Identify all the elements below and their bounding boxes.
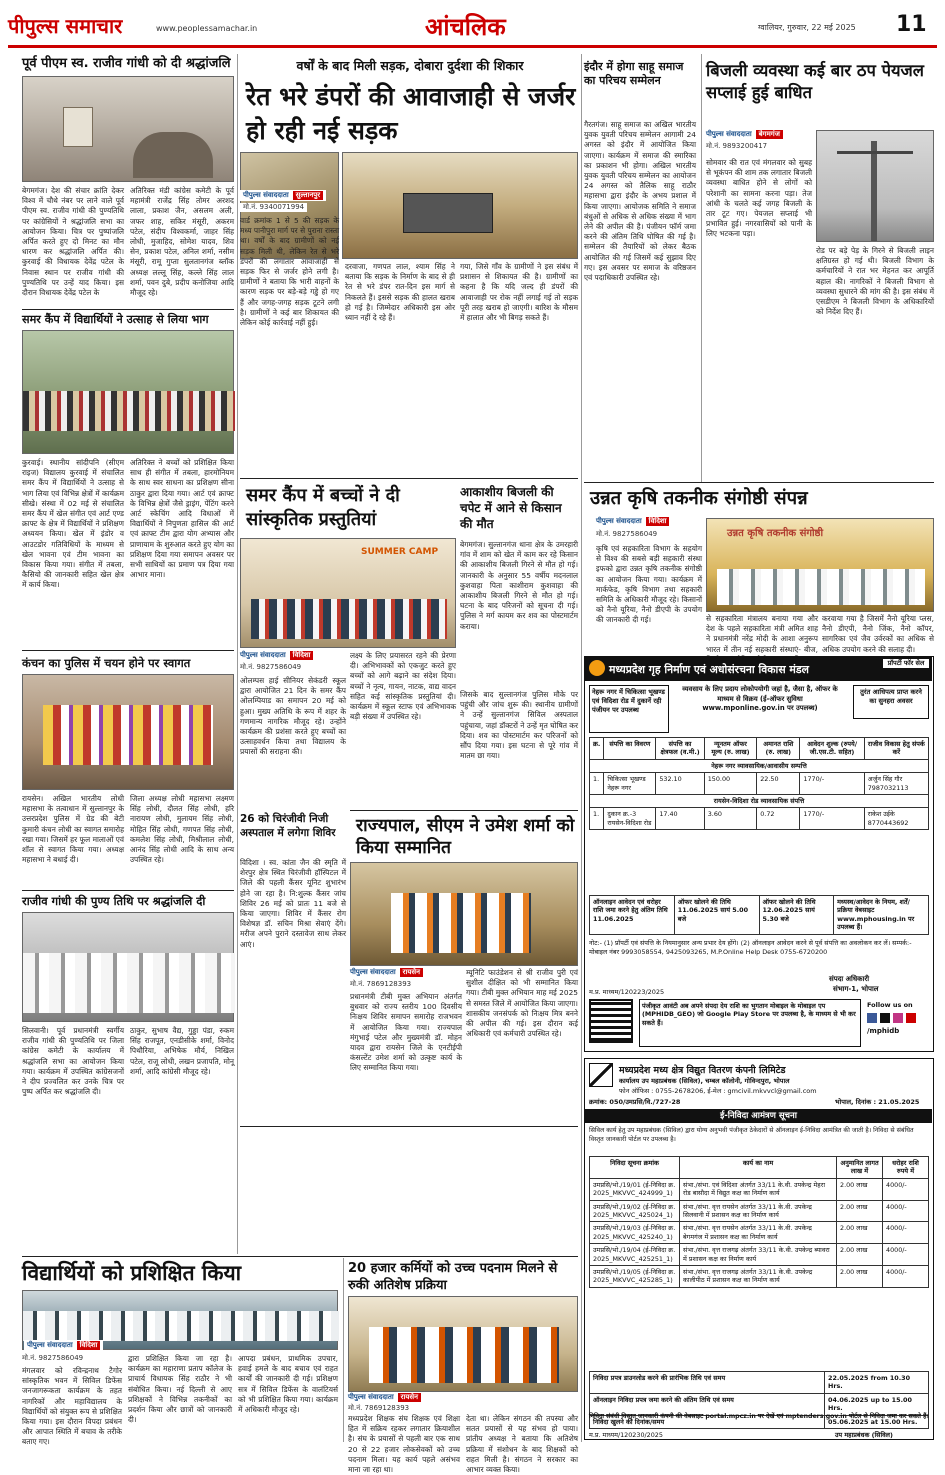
ad-housing-dates: [589, 895, 929, 935]
table-cell: अर्जुन सिंह गौर 7987032113: [864, 773, 928, 795]
table-section-row: [590, 795, 929, 808]
a5-mobile: मो.नं. 9340071994: [240, 203, 307, 212]
table-cell: 2.00 लाख: [837, 1244, 883, 1266]
table-cell: 22.50: [757, 773, 800, 795]
a3-body-col2: जिला अध्यक्ष लोधी महासभा लक्ष्मण सिंह लोधी, दौलत सिंह लोधी, हरि नारायण लोधी, मुलायम सिंह लोधी, मोहित सिंह लोधी, गणपत सिंह लोधी, कमलेश सिंह लोधी, मिश्रीलाल लोधी, आनंद सिंह लोधी आदि के साथ अन्य उपस्थित रहे।: [130, 794, 234, 865]
a4-photo: [22, 912, 234, 1022]
ad-housing-logo-icon: [589, 660, 605, 676]
table-header: राजीव विकास हेतु संपर्क करें: [864, 738, 928, 760]
a14-body: मध्यप्रदेश शिक्षक संघ शिक्षक एवं शिक्षा हित में सक्रिय रहकर लगातार क्रियाशील है। संघ के प्रयासों से पहली बार एक साथ 20 से 22 हजार लोकसेवकों को उच्च पदनाम मिला। यह कार्य पहले असंभव माना जा रहा था।: [348, 1414, 460, 1475]
divider: [22, 890, 234, 891]
divider: [240, 1126, 578, 1127]
table-cell: राकेश उईके 8770443692: [864, 808, 928, 830]
a6-body: ओलम्पस हाई सीनियर सेकंडरी स्कूल द्वारा आयोजित 21 दिन के समर कैंप ओलम्पियाड का समापन 20 मई को हुआ। मुख्य अतिथि के रूप में शहर के गणमान्य नागरिक मौजूद रहे। उन्होंने कार्यक्रम की प्रशंसा करते हुए बच्चों का उत्साहवर्धन किया तथा विद्यालय के प्रयासों की सराहना की।: [240, 676, 346, 757]
a3-photo: [22, 674, 234, 790]
table-cell: 1.: [590, 808, 604, 830]
table-cell: उमप्रसि/भो./19/01 (ई-निविदा क्र. 2025_MKVVC_424999_1): [590, 1178, 680, 1200]
a13-body-col3: आपदा प्रबंधन, प्राथमिक उपचार, हवाई हमले के बाद बचाव एवं राहत कार्यों की जानकारी दी गई। प्रशिक्षण सत्र में सिविल डिफेंस के वालंटियर्स को भी प्रशिक्षित किया गया। कार्यक्रम में अधिकारी मौजूद रहे।: [238, 1354, 338, 1415]
divider: [22, 650, 234, 651]
schedule-label: निविदा खुलने की दिनांक/समय: [590, 1415, 825, 1428]
a12-byline: [350, 968, 423, 977]
a13-mobile: मो.नं. 9827586049: [22, 1354, 84, 1362]
table-header: अमानत राशि (रु. लाख): [757, 738, 800, 760]
date-cell: ऑफर खोलने की तिथि 12.06.2025 सायं 5.30 बजे: [759, 896, 834, 935]
a5-headline: रेत भरे डंपरों की आवाजाही से जर्जर हो रही नई सड़क: [246, 82, 576, 145]
masthead-url[interactable]: www.peoplessamachar.in: [156, 24, 258, 33]
byline-place: रायसेन: [398, 1393, 421, 1402]
a5-byline: [240, 190, 326, 201]
byline-place: रायसेन: [400, 968, 423, 977]
a5-photo-2: [342, 152, 578, 259]
table-cell: उमप्रसि/भो./19/05 (ई-निविदा क्र. 2025_MKVVC_425285_1): [590, 1266, 680, 1288]
table-row: [590, 1200, 929, 1222]
a9-body-col2: जिसके बाद सुल्तानगंज पुलिस मौके पर पहुंची और जांच शुरू की। स्थानीय ग्रामीणों ने उन्हें सुल्तानगंज सिविल अस्पताल पहुंचाया, जहां डॉक्टरों ने उन्हें मृत घोषित कर दिया। शव का पोस्टमार्टम कर परिजनों को सौंप दिया गया। इस घटना से पूरे गांव में मातम छा गया।: [460, 690, 578, 761]
page-number: 11: [896, 12, 927, 37]
a14-body-col2: देता था। लेकिन संगठन की तपस्या और सतत प्रयासों से यह संभव हो पाया। प्रांतीय अध्यक्ष ने बताया कि अतिशेष प्रक्रिया में संशोधन के बाद शिक्षकों को राहत मिली है। संगठन ने सरकार का आभार व्यक्त किया।: [466, 1414, 578, 1475]
byline-place: सुल्तानपुर: [293, 191, 323, 200]
a1-body: बेगमगंज। देश की संचार क्रांति देकर विश्व में चौथे नंबर पर लाने वाले पूर्व पीएम स्व. राजीव गांधी की पुण्यतिथि पर कांग्रेसियों ने श्रद्धांजलि सभा का आयोजन किया। चित्र पर पुष्पांजलि अर्पित करते हुए दो मिनट का मौन धारण कर श्रद्धांजलि अर्पित की। कुरवाई की विधायक देवेंद्र पटेल के निवास स्थान पर राजीव गांधी की पुण्यतिथि पर उन्हें याद किया। इस दौरान विधायक देवेंद्र पटेल के: [22, 186, 124, 298]
table-row: [590, 1244, 929, 1266]
a6-body-col2: लक्ष्य के लिए प्रयासरत रहने की प्रेरणा दी। अभिभावकों को एकजुट करते हुए बच्चों को आगे बढ़ाने का संदेश दिया। बच्चों ने नृत्य, गायन, नाटक, वाद्य वादन सहित कई सांस्कृतिक प्रस्तुतियां दी। कार्यक्रम में स्कूल स्टाफ एवं अभिभावक बड़ी संख्या में उपस्थित रहे।: [350, 651, 456, 722]
divider: [22, 309, 234, 310]
table-row: [590, 773, 929, 795]
byline-label: पीपुल्स संवाददाता: [596, 517, 642, 525]
table-cell: उमप्रसि/भो./19/02 (ई-निविदा क्र. 2025_MKVVC_425024_1): [590, 1200, 680, 1222]
byline-label: पीपुल्स संवाददाता: [706, 130, 752, 138]
a14-photo: [348, 1296, 578, 1392]
table-row: [590, 808, 929, 830]
table-header: न्यूनतम ऑफर मूल्य (रु. लाख): [704, 738, 756, 760]
table-cell: 17.40: [656, 808, 704, 830]
schedule-value: 05.06.2025 at 15.00 Hrs.: [825, 1415, 929, 1428]
table-cell: 532.10: [656, 773, 704, 795]
a4-headline: राजीव गांधी की पुण्य तिथि पर श्रद्धांजलि दी: [22, 894, 206, 908]
table-cell: 4000/-: [883, 1244, 929, 1266]
table-cell: 3.60: [704, 808, 756, 830]
table-header: संपत्ति का क्षेत्रफल (व.मी.): [656, 738, 704, 760]
byline-label: पीपुल्स संवाददाता: [350, 968, 396, 976]
a4-body: सिलवानी। पूर्व प्रधानमंत्री स्वर्गीय राजीव गांधी की पुण्यतिथि पर जिला कांग्रेस कमेटी के कार्यालय में श्रद्धांजलि सभा का आयोजन किया गया। कार्यक्रम में उपस्थित कांग्रेसजनों ने दीप प्रज्वलित कर उनके चित्र पर पुष्प अर्पित कर श्रद्धांजलि दी।: [22, 1026, 124, 1097]
a11-byline: [596, 517, 669, 526]
a11-body-col3: करवाया गया है जिसमें नैनो यूरिया प्लस, नैनो डीएपी, नैनो जिंक, नैनो कॉपर, सागरिका एवं जैव उर्वरकों का अधिक से अधिक उपयोग करने की सलाह दी।: [822, 614, 934, 654]
divider: [240, 478, 578, 479]
ad-housing-signature-2: संभाग-1, भोपाल: [833, 985, 879, 993]
table-cell: संभा./संभा. वृत्त राजगढ़ अंतर्गत 33/11 के.वी. उपकेन्द्र कालीपीठ में प्रशासन कक्ष का निर्माण कार्य: [680, 1266, 837, 1288]
a10-body-col2: रोड पर बड़े पेड़ के गिरने से बिजली लाइन क्षतिग्रस्त हो गई थी। बिजली विभाग के कर्मचारियों ने रात भर मेहनत कर आपूर्ति बहाल की। नागरिकों ने बिजली विभाग से व्यवस्था सुधारने की मांग की है। इस संबंध में एसडीएम ने बिजली विभाग के अधिकारियों को निर्देश दिए हैं।: [816, 246, 934, 317]
a10-headline: बिजली व्यवस्था कई बार ठप पेयजल सप्लाई हुई बाधित: [706, 61, 924, 102]
table-section-row: [590, 759, 929, 772]
twitter-icon[interactable]: [880, 1013, 890, 1023]
column-rule: [701, 54, 702, 482]
a13-body: मंगलवार को रविन्द्रनाथ टैगोर सांस्कृतिक भवन में सिविल डिफेंस जनजागरूकता कार्यक्रम के तहत नागरिकों और महाविद्यालय के विद्यार्थियों को संयुक्त रूप से प्रशिक्षित किया गया। इस दौरान विपदा प्रबंधन और आपात स्थिति में बचाव के तरीके बताए गए।: [22, 1366, 122, 1447]
table-row: [590, 1222, 929, 1244]
schedule-value: 04.06.2025 up to 15.00 Hrs.: [825, 1393, 929, 1415]
a5-kicker: वर्षों के बाद मिली सड़क, दोबारा दुर्दशा की शिकार: [296, 58, 524, 73]
a6-photo-text: SUMMER CAMP: [361, 547, 439, 557]
table-row: [590, 1393, 929, 1415]
facebook-icon[interactable]: [867, 1013, 877, 1023]
table-cell: 150.00: [704, 773, 756, 795]
table-row: [590, 896, 929, 935]
a2-headline: समर कैंप में विद्यार्थियों ने उत्साह से लिया भाग: [22, 313, 209, 326]
table-cell: उमप्रसि/भो./19/03 (ई-निविदा क्र. 2025_MKVVC_425240_1): [590, 1222, 680, 1244]
a6-photo: [240, 538, 456, 648]
ad-electricity-heading: ई-निविदा आमंत्रण सूचना: [585, 1109, 932, 1123]
table-cell: 1770/-: [800, 773, 864, 795]
a10-photo: [816, 130, 934, 242]
byline-label: पीपुल्स संवाददाता: [240, 651, 286, 659]
a2-photo: [22, 330, 234, 454]
schedule-label: निविदा प्रपत्र डाउनलोड करने की प्रारंभिक तिथि एवं समय: [590, 1372, 825, 1394]
date-cell: ऑफर खोलने की तिथि 11.06.2025 सायं 5.00 बजे: [674, 896, 759, 935]
divider: [22, 1256, 578, 1257]
ad-electricity-address: कार्यालय उप महाप्रबंधक (सिविल), चम्बल कॉलोनी, गोविन्दपुरा, भोपाल: [619, 1077, 790, 1085]
table-cell: संभा./संभा. वृत्त रायसेन अंतर्गत 33/11 के.वी. उपकेन्द्र बेगमगंज में प्रशासन कक्ष का निर्माण कार्य: [680, 1222, 837, 1244]
a2-body: कुरवाई। स्थानीय सांदीपनि (सीएम राइज) विद्यालय कुरवाई में संचालित समर कैंप में विद्यार्थियों ने उत्साह से भाग लिया एवं विभिन्न क्षेत्रों में कार्यक्रम सीखे। संस्था में 02 मई से संचालित समर कैंप में खेल संगीत एवं आर्ट एण्ड क्राफ्ट के क्षेत्र में विद्यार्थियों ने प्रशिक्षण अध्ययन किया। खेल में इंडोर व आउटडोर गतिविधियों के माध्यम से खेल भावना एवं टीम भावना का विकास किया गया। संगीत में तबला, कैसियो की जानकारी सहित खेल क्षेत्र में कार्य किया।: [22, 458, 124, 590]
a4-body-col2: ठाकुर, सुभाष वैद्य, गुड्डा पंडा, रुकम सिंह राजपूत, एनडीसीके शर्मा, विनोद पिथौरिया, अभिषेक मौर्य, निखिल पटेल, राजू लोधी, लखन प्रजापति, मोनू शर्मा, आदि कांग्रेसी मौजूद रहे।: [130, 1026, 234, 1076]
divider: [350, 810, 578, 811]
table-cell: 2.00 लाख: [837, 1200, 883, 1222]
table-header-row: [590, 1157, 929, 1179]
schedule-label: ऑनलाइन निविदा प्रपत्र जमा करने की अंतिम तिथि एवं समय: [590, 1393, 825, 1415]
date-cell: मध्यस्थ/आवेदन के नियम, शर्तें/प्रक्रिया वेबसाइट www.mphousing.in पर उपलब्ध हैं।: [834, 896, 929, 935]
column-rule: [581, 54, 582, 1442]
byline-place: विदिशा: [646, 517, 670, 526]
ad-housing-note: नोट:- (1) प्रॉपर्टी एवं संपत्ति के नियमानुसार अन्य प्रभार देय होंगे। (2) ऑनलाइन आवेदन करने से पूर्व संपत्ति का अवलोकन कर लें। सम्पर्क:- मोबाइल नंबर 9993058554, 9425093265, M.P.Online Help Desk 0755-6720200: [589, 939, 912, 956]
table-cell: 1.: [590, 773, 604, 795]
column-rule: [343, 1258, 344, 1442]
a6-mobile: मो.नं. 9827586049: [240, 663, 302, 671]
ad-housing-title: मध्यप्रदेश गृह निर्माण एवं अधोसंरचना विकास मंडल: [609, 663, 809, 676]
a11-photo: [706, 518, 934, 612]
table-cell: 4000/-: [883, 1266, 929, 1288]
a12-photo: [350, 862, 578, 966]
a7-body: विदिशा । स्व. कांता जैन की स्मृति में शेरपुर क्षेत्र स्थित चिरंजीवी हॉस्पिटल में जिले की पहली कैंसर यूनिट शुभारंभ होने जा रहा है। नि:शुल्क कैंसर जांच शिविर 26 मई को प्रातः 11 बजे से किया जाएगा। शिविर में कैंसर रोग विशेषज्ञ डॉ. सचिन मिश्रा सेवाएं देंगे। मरीज अपने पुराने दस्तावेज साथ लेकर आएं।: [240, 858, 346, 949]
a8-body: गैरतगंज। साहू समाज का अखिल भारतीय युवक युवती परिचय सम्मेलन आगामी 24 अगस्त को इंदौर में आयोजित किया जाएगा। कार्यक्रम में समाज की स्मारिका का प्रकाशन भी होगा। अखिल भारतीय युवक युवती परिचय सम्मेलन का आयोजन 24 अगस्त को तैलिक साहू राठौर महासभा द्वारा इंदौर के अभय प्रशाल में किया जाएगा। आयोजक समिति ने समाज बंधुओं से अधिक से अधिक संख्या में भाग लेने की अपील की है। पंजीयन फॉर्म जमा करने की अंतिम तिथि घोषित की गई है। सम्मेलन की तैयारियों को लेकर बैठक आयोजित की गई जिसमें कई सुझाव दिए गए। इस अवसर पर समाज के वरिष्ठजन एवं पदाधिकारी उपस्थित रहे।: [584, 120, 696, 283]
a1-photo: [22, 76, 234, 182]
date-cell: ऑनलाइन आवेदन एवं धरोहर राशि जमा करने हेतु अंतिम तिथि 11.06.2025: [590, 896, 675, 935]
a9-body: बेगमगंज। सुल्तानगंज थाना क्षेत्र के उमरहारी गांव में शाम को खेत में काम कर रहे किसान की आकाशीय बिजली गिरने से मौत हो गई। जानकारी के अनुसार 55 वर्षीय मदनलाल कुशवाहा पिता काशीराम कुशवाहा की आकाशीय बिजली गिरने से मौत हो गई। घटना के बाद परिजनों को सूचना दी गई। पुलिस ने मर्ग कायम कर शव का पोस्टमार्टम कराया।: [460, 540, 578, 631]
a12-headline: राज्यपाल, सीएम ने उमेश शर्मा को किया सम्मानित: [356, 816, 575, 858]
ad-housing-table: [589, 737, 929, 830]
a10-byline: [706, 130, 783, 139]
a6-byline: [240, 651, 313, 660]
a13-body-col2: द्वारा प्रशिक्षित किया जा रहा है। कार्यक्रम का महाराणा प्रताप कॉलेज के प्राचार्य विधायक सिंह राठौर ने भी संबोधित किया। नई दिल्ली से आए प्रशिक्षकों ने विभिन्न तकनीकों का प्रदर्शन किया और छात्रों को जानकारी दी।: [128, 1354, 232, 1425]
byline-label: पीपुल्स संवाददाता: [27, 1341, 73, 1349]
table-cell: 2.00 लाख: [837, 1178, 883, 1200]
a13-byline: [24, 1340, 103, 1351]
a5-body: वार्ड क्रमांक 1 से 5 की सड़क के मध्य पानीपुरा मार्ग पर से पुराना रास्ता था। वर्षों के बाद ग्रामीणों को नई सड़क मिली थी, लेकिन रेत से भरे डंपरों की लगातार आवाजाही से सड़क फिर से जर्जर होने लगी है। ग्रामीणों ने बताया कि भारी वाहनों के कारण सड़क पर बड़े-बड़े गड्ढे हो गए हैं और जगह-जगह सड़क टूटने लगी है। ग्रामीणों ने कई बार शिकायत की लेकिन कोई कार्रवाई नहीं हुई।: [240, 216, 339, 328]
section-title: आंचलिक: [425, 13, 506, 41]
table-header: संपत्ति का विवरण: [604, 738, 656, 760]
ad-electricity-date: भोपाल, दिनांक : 21.05.2025: [835, 1098, 920, 1106]
table-cell: 4000/-: [883, 1222, 929, 1244]
table-row: [590, 1178, 929, 1200]
a11-body-col2: से सहकारिता मंत्रालय बनाया गया और देश के पहले सहकारिता मंत्री अमित शाह ने प्रधानमंत्री नरेंद्र मोदी के आशा अनुरूप भारत में तीन नई सहकारी संस्थाएं- बीज,: [706, 614, 818, 654]
byline-place: बेगमगंज: [756, 130, 783, 139]
table-header: धरोहर राशि रुपये में: [883, 1157, 929, 1179]
social-icons[interactable]: [867, 1013, 927, 1023]
table-cell: चिकित्सा भूखण्ड नेहरू नगर: [604, 773, 656, 795]
byline-place: विदिशा: [77, 1341, 101, 1350]
a7-headline: 26 को चिरंजीवी निजी अस्पताल में लगेगा शिविर: [240, 813, 336, 839]
ad-housing: [584, 656, 934, 1052]
table-cell: 2.00 लाख: [837, 1266, 883, 1288]
a9-headline: आकाशीय बिजली की चपेट में आने से किसान की मौत: [460, 485, 562, 531]
masthead-date: ग्वालियर, गुरुवार, 22 मई 2025: [758, 23, 856, 32]
ad-housing-follow: Follow us on: [867, 1001, 913, 1009]
masthead-rule: [8, 45, 937, 48]
table-cell: 4000/-: [883, 1178, 929, 1200]
ad-housing-tag: प्रॉपर्टी फॉर सेल: [883, 659, 929, 668]
masthead: [0, 0, 945, 50]
a13-headline: विद्यार्थियों को प्रशिक्षित किया: [22, 1261, 242, 1285]
a8-headline: इंदौर में होगा साहू समाज का परिचय सम्मेलन: [584, 60, 684, 87]
a14-headline: 20 हजार कर्मियों को उच्च पदनाम मिलने से रुकी अतिशेष प्रक्रिया: [348, 1261, 558, 1293]
ad-electricity-table: [589, 1156, 929, 1288]
table-row: [590, 1372, 929, 1394]
byline-label: पीपुल्स संवाददाता: [348, 1393, 394, 1401]
table-cell: संभा./संभा. वृत्त रायसेन अंतर्गत 33/11 के.वी. उपकेन्द्र सिलवानी में प्रशासन कक्ष का निर्माण कार्य: [680, 1200, 837, 1222]
table-cell: संभा./संभा. वृत्त राजगढ़ अंतर्गत 33/11 के.वी. उपकेन्द्र ब्यावरा में प्रशासन कक्ष का निर्माण कार्य: [680, 1244, 837, 1266]
ad-electricity-phone: फोन ऑफिस : 0755-2678206, ई-मेल : gmcivil.mkvvcl@gmail.com: [619, 1087, 817, 1095]
a2-body-col2: अतिरिक्त ने बच्चों को प्रशिक्षित किया साथ ही संगीत में तबला, हारमोनियम के साथ स्वर साधना का प्रशिक्षण सीना ठाकुर द्वारा दिया गया। आर्ट एवं क्राफ्ट के विभिन्न क्षेत्रों जैसे ड्राइंग, पेंटिंग करने आर्ट स्केचिंग आदि विधाओं में विद्यार्थियों ने निपुणता हासिल की आर्ट एवं क्राफ्ट टीम द्वारा योग अभ्यास और प्राणायाम के शुरुआत करते हुए योग का प्रशिक्षण दिया गया समापन अवसर पर सभी साथियों का प्रमाण पत्र दिया गया आभार माना।: [130, 458, 234, 580]
table-header: निविदा सूचना क्रमांक: [590, 1157, 680, 1179]
table-section: नेहरू नगर व्यावसायिक/आवासीय सम्पत्ति: [590, 759, 929, 772]
table-cell: 1770/-: [800, 808, 864, 830]
table-cell: दुकान क्र.-3 रायसेन-विदिशा रोड: [604, 808, 656, 830]
masthead-logo[interactable]: पीपुल्स समाचार: [8, 14, 123, 38]
a5-body-col3: गया, जिसे गाँव के ग्रामीणों ने इस संबंध में प्रशासन से शिकायत की है। ग्रामीणों का कहना है कि यदि जल्द ही डंपरों की आवाजाही पर रोक नहीं लगाई गई तो सड़क पूरी तरह खराब हो जाएगी। बारिश के मौसम में हालात और भी बिगड़ सकते हैं।: [460, 262, 578, 323]
ad-housing-header: [585, 657, 932, 681]
ad-electricity-logo-icon: [589, 1063, 613, 1087]
a11-headline: उन्नत कृषि तकनीक संगोष्ठी संपन्न: [590, 488, 808, 509]
a1-body-col2: अतिरिक्त मंडी कांग्रेस कमेटी के पूर्व महामंत्री राजेंद्र सिंह तोमर अरशद लाला, प्रकाश जैन, असलम अली, जफर शाह, सकिर मंसूरी, अकरम पटेल, संदीप विश्वकर्मा, जाहर सिंह लोधी, मुजाहिद, सोमेश यादव, शिव सेन, प्रकाश पटेल, अनिल शर्मा, नसीम मंसूरी, रामू गुप्ता सुलतानगंज ब्लॉक अध्यक्ष लल्लू सिंह, कल्ले सिंह लाल शर्मा, पवन दुबे, प्रदीप कनोजिया आदि मौजूद रहे।: [130, 186, 234, 298]
ad-housing-code: म.प्र. माध्यम/120223/2025: [589, 988, 665, 996]
table-cell: 4000/-: [883, 1200, 929, 1222]
ad-housing-handle[interactable]: /mphidb: [867, 1027, 900, 1035]
ad-housing-signature: संपदा अधिकारी: [829, 975, 870, 983]
byline-place: विदिशा: [290, 651, 314, 660]
table-header-row: [590, 738, 929, 760]
table-row: [590, 1266, 929, 1288]
a10-body: सोमवार की रात एवं मंगलवार को सुबह से भूकंपन की शाम तक लगातार बिजली व्यवस्था बाधित होने से लोगों को परेशानी का सामना करना पड़ा। तेज आंधी के चलते कई जगह बिजली के तार टूट गए। पेयजल सप्लाई भी प्रभावित हुई। नगरवासियों को पानी के लिए भटकना पड़ा।: [706, 158, 812, 239]
byline-label: पीपुल्स संवाददाता: [243, 191, 289, 199]
ad-electricity-ref: क्रमांक: 050/उमप्रसि/वि./727-28: [589, 1098, 681, 1106]
ad-electricity: [584, 1058, 934, 1440]
a12-mobile: मो.नं. 7869128393: [350, 980, 412, 988]
a5-body-col2: दरवाजा, गणपत लाल, श्याम सिंह ने बताया कि सड़क के निर्माण के बाद से ही रेत से भरे डंपर रात-दिन इस मार्ग से निकलते हैं। इससे सड़क की हालत खराब हो गई है। जिम्मेदार अधिकारी इस ओर ध्यान नहीं दे रहे हैं।: [345, 262, 455, 323]
ad-electricity-footer: निविदा संबंधी विस्तृत जानकारी कंपनी की वेबसाइट portal.mpcz.in पर देखें एवं mptenders.gov.in पोर्टल से निविदा जमा कर सकते हैं।: [589, 1413, 929, 1420]
youtube-icon[interactable]: [906, 1013, 916, 1023]
a12-body: प्रधानमंत्री टीबी मुक्त अभियान अंतर्गत बुधवार को राज्य स्तरीय 100 दिवसीय निःक्षय शिविर समापन समारोह राजभवन में आयोजित किया गया। राज्यपाल मंगुभाई पटेल और मुख्यमंत्री डॉ. मोहन यादव द्वारा रायसेन जिले के एनटीईपी कंसल्टेंट उमेश शर्मा को उत्कृष्ट कार्य के लिए सम्मानित किया गया।: [350, 992, 462, 1073]
table-header: आवेदन शुल्क (रुपये/जी.एस.टी. सहित): [800, 738, 864, 760]
qr-code-icon[interactable]: [589, 999, 633, 1043]
a12-body-col2: म्यूनिटि फाउंडेशन से श्री राजीव पुरी एवं सुशील दीक्षित को भी सम्मानित किया गया। टीबी मुक्त अभियान माह मई 2025 से समस्त जिले में आयोजित किया जाएगा। शासकीय जनसंपर्क को निःक्षय मित्र बनने की अपील की गई। इस दौरान कई अधिकारी एवं कर्मचारी उपस्थित रहे।: [466, 968, 578, 1039]
a11-banner-text: उन्नत कृषि तकनीक संगोष्ठी: [727, 528, 824, 539]
a3-headline: कंचन का पुलिस में चयन होने पर स्वागत: [22, 656, 191, 670]
a11-body: कृषि एवं सहकारिता विभाग के सहयोग से विश्व की सबसे बड़ी सहकारी संस्था इफको द्वारा उन्नत कृषि तकनीक संगोष्ठी का आयोजन किया गया। कार्यक्रम में मार्कफेड, कृषि विभाग तथा सहकारी समिति के अधिकारी मौजूद रहे। किसानों को नैनो यूरिया, नैनो डीएपी के उपयोग की जानकारी दी गई।: [596, 544, 702, 625]
ad-electricity-code: म.प्र. माध्यम/120230/2025: [589, 1431, 663, 1439]
a6-headline: समर कैंप में बच्चों ने दी सांस्कृतिक प्रस्तुतियां: [246, 485, 400, 530]
schedule-value: 22.05.2025 from 10.30 Hrs.: [825, 1372, 929, 1394]
column-rule: [237, 54, 238, 1254]
a3-body: रायसेन। अखिल भारतीय लोधी महासभा के तत्वाधान में सुल्तानपुर के उत्तरप्रदेश पुलिस में ग्रेड की बेटी कुमारी कंचन लोधी का स्वागत समारोह रखा गया। जिसमें हर फूल मालाओं एवं शॉल से स्वागत किया गया। अध्यक्ष महासभा ने बधाई दी।: [22, 794, 124, 865]
a11-mobile: मो.नं. 9827586049: [596, 530, 658, 538]
divider: [584, 482, 934, 483]
ad-electricity-sign: उप महाप्रबंधक (सिविल): [835, 1431, 893, 1439]
ad-electricity-title: मध्यप्रदेश मध्य क्षेत्र विद्युत वितरण कंपनी लिमिटेड: [619, 1065, 786, 1076]
table-cell: संभा./संभा. एवं विदिशा अंतर्गत 33/11 के.वी. उपकेन्द्र मेहरा रोड बासौदा में विद्युत कक्ष का निर्माण कार्य: [680, 1178, 837, 1200]
ad-housing-qr-text: पंजीकृत आवंटी अब अपने संपदा देय राशि का भुगतान मोबाइल के मोबाइल एप (MPHIDB_GEO) जो Google Play Store पर उपलब्ध है, के माध्यम से भी कर सकते हैं।: [639, 999, 861, 1047]
table-header: क्र.: [590, 738, 604, 760]
ad-electricity-intro: सिविल कार्य हेतु उप महाप्रबंधक (सिविल) द्वारा योग्य अनुभवी पंजीकृत ठेकेदारों से ऑनलाइन ई-निविदा आमंत्रित की जाती है। निविदा से संबंधित विस्तृत जानकारी पोर्टल पर उपलब्ध है।: [589, 1127, 914, 1143]
table-cell: 0.72: [757, 808, 800, 830]
table-cell: 2.00 लाख: [837, 1222, 883, 1244]
a10-mobile: मो.नं. 9893200417: [706, 142, 768, 150]
table-section: रायसेन-विदिशा रोड व्यावसायिक संपत्ति: [590, 795, 929, 808]
ad-housing-center: व्यवसाय के लिए प्रदाय लोकोपयोगी जहां है, जैसा है, ऑफर के माध्यम से विक्रय (ई-ऑफर सुविधा www.mponline.gov.in पर उपलब्ध): [682, 685, 838, 712]
a14-mobile: मो.नं. 7869128393: [348, 1404, 410, 1412]
ad-housing-right-box: तुरंत आधिपत्य प्राप्त करने का सुनहरा अवसर: [853, 685, 929, 719]
a1-headline: पूर्व पीएम स्व. राजीव गांधी को दी श्रद्धांजलि: [22, 56, 231, 71]
table-header: अनुमानित लागत लाख में: [837, 1157, 883, 1179]
table-cell: उमप्रसि/भो./19/04 (ई-निविदा क्र. 2025_MKVVC_425251_1): [590, 1244, 680, 1266]
ad-housing-left-box: नेहरू नगर में चिकित्सा भूखण्ड एवं विदिशा रोड में दुकानें रही पंजीयन पर उपलब्ध: [589, 685, 669, 733]
table-header: कार्य का नाम: [680, 1157, 837, 1179]
a14-byline: [348, 1393, 421, 1402]
instagram-icon[interactable]: [893, 1013, 903, 1023]
